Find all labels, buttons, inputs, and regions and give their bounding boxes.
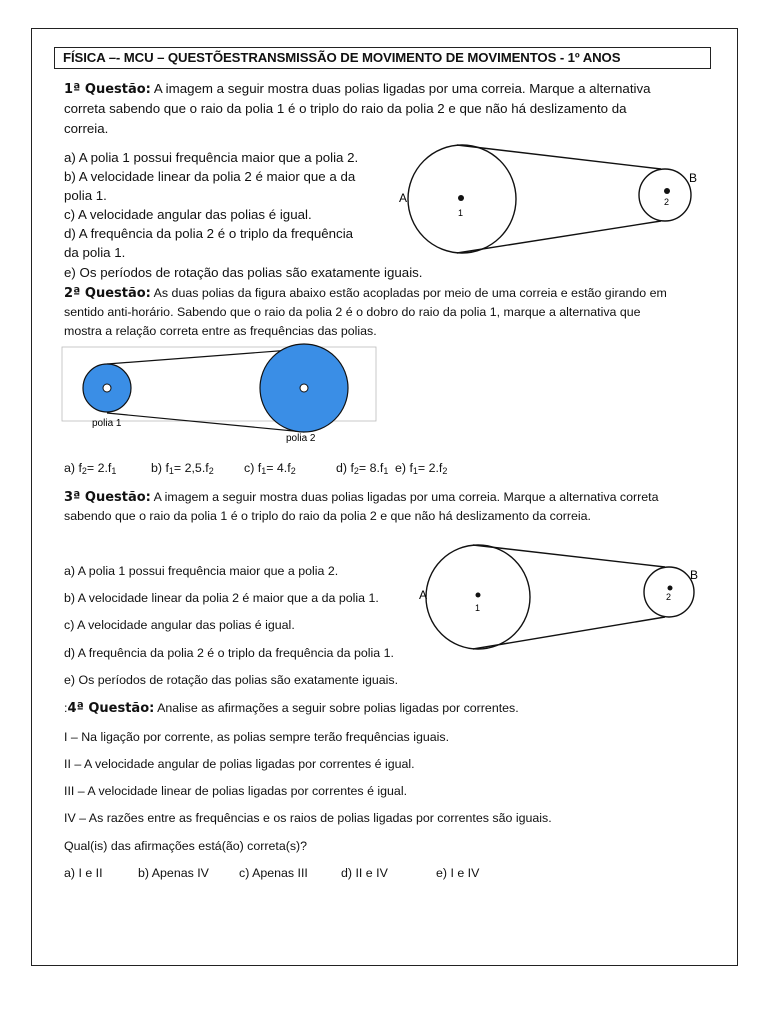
q3-option-a[interactable]: a) A polia 1 possui frequência maior que a polia 2.: [64, 564, 339, 578]
q1-option-a[interactable]: a) A polia 1 possui frequência maior que a polia 2.: [64, 150, 359, 165]
q1-stem-line2: correta sabendo que o raio da polia 1 é o triplo do raio da polia 2 e que não há deslizamento da: [64, 101, 627, 116]
q4-statement-1: I – Na ligação por corrente, as polias sempre terão frequências iguais.: [64, 730, 450, 744]
q4-stem: :4ª Questão: Analise as afirmações a seguir sobre polias ligadas por correntes.: [64, 701, 519, 716]
q2-option-c[interactable]: c) $f_1= 4.f_2$: [244, 461, 296, 476]
q3-option-e[interactable]: e) Os períodos de rotação das polias são exatamente iguais.: [64, 673, 399, 687]
q1-title: 1ª Questão:: [64, 82, 151, 97]
q2-label-polia1: polia 1: [92, 418, 122, 429]
q1-option-d-cont: da polia 1.: [64, 245, 126, 260]
q4-option-c[interactable]: c) Apenas III: [239, 866, 308, 880]
q3-option-c[interactable]: c) A velocidade angular das polias é igual.: [64, 618, 295, 632]
q1-label-2: 2: [664, 197, 670, 207]
q4-statement-4: IV – As razões entre as frequências e os raios de polias ligadas por correntes são iguais.: [64, 811, 552, 825]
q2-stem-line3: mostra a relação correta entre as frequências das polias.: [64, 324, 377, 338]
q4-option-b[interactable]: b) Apenas IV: [138, 866, 209, 880]
q4-option-d[interactable]: d) II e IV: [341, 866, 388, 880]
q1-label-b: B: [689, 171, 698, 185]
q3-stem-line1: 3ª Questão: A imagem a seguir mostra duas polias ligadas por uma correia. Marque a alternativa correta: [64, 490, 659, 505]
q4-statement-3: III – A velocidade linear de polias ligadas por correntes é igual.: [64, 784, 408, 798]
q3-label-b: B: [690, 568, 699, 582]
q1-option-b[interactable]: b) A velocidade linear da polia 2 é maior que a da: [64, 169, 356, 184]
q2-option-b[interactable]: b) $f_1= 2,5.f_2$: [151, 461, 214, 476]
q2-stem-line1: 2ª Questão: As duas polias da figura abaixo estão acopladas por meio de uma correia e estão girando em: [64, 286, 667, 301]
q1-stem-line1: 1ª Questão: A imagem a seguir mostra duas polias ligadas por uma correia. Marque a alternativa: [64, 81, 651, 97]
q3-label-a: A: [419, 588, 428, 602]
q2-pulley-diagram: [60, 345, 390, 450]
q3-pulley-diagram: [415, 545, 725, 650]
q3-option-b[interactable]: b) A velocidade linear da polia 2 é maior que a da polia 1.: [64, 591, 379, 605]
q3-stem-line2: sabendo que o raio da polia 1 é o triplo do raio da polia 2 e que não há deslizamento da correia.: [64, 509, 591, 523]
q2-stem-line2: sentido anti-horário. Sabendo que o raio da polia 2 é o dobro do raio da polia 1, marque a alternativa que: [64, 305, 641, 319]
q1-stem-line3: correia.: [64, 121, 109, 136]
q2-option-e[interactable]: e) $f_1= 2.f_2$: [395, 461, 448, 476]
q1-pulley-diagram: [395, 140, 715, 270]
q4-statement-2: II – A velocidade angular de polias ligadas por correntes é igual.: [64, 757, 415, 771]
page-header-title: FÍSICA –- MCU – QUESTÕESTRANSMISSÃO DE MOVIMENTO DE MOVIMENTOS - 1º ANOS: [54, 47, 711, 69]
q4-option-a[interactable]: a) I e II: [64, 866, 103, 880]
q1-label-1: 1: [458, 208, 464, 218]
q2-label-polia2: polia 2: [286, 433, 316, 444]
q4-question: Qual(is) das afirmações está(ão) correta(s)?: [64, 839, 308, 853]
q3-label-2: 2: [666, 592, 672, 602]
q3-title: 3ª Questão:: [64, 490, 151, 505]
q2-option-d[interactable]: d) $f_2= 8.f_1$: [336, 461, 389, 476]
q3-option-d[interactable]: d) A frequência da polia 2 é o triplo da frequência da polia 1.: [64, 646, 394, 660]
q2-option-a[interactable]: a) $f_2= 2.f_1$: [64, 461, 117, 476]
q1-option-b-cont: polia 1.: [64, 188, 107, 203]
q1-label-a: A: [399, 191, 408, 205]
q1-option-c[interactable]: c) A velocidade angular das polias é igual.: [64, 207, 312, 222]
q1-option-d[interactable]: d) A frequência da polia 2 é o triplo da frequência: [64, 226, 354, 241]
q1-option-e[interactable]: e) Os períodos de rotação das polias são exatamente iguais.: [64, 265, 423, 280]
q4-option-e[interactable]: e) I e IV: [436, 866, 480, 880]
q4-title: 4ª Questão:: [67, 701, 155, 716]
q2-title: 2ª Questão:: [64, 286, 151, 301]
q3-label-1: 1: [475, 603, 481, 613]
